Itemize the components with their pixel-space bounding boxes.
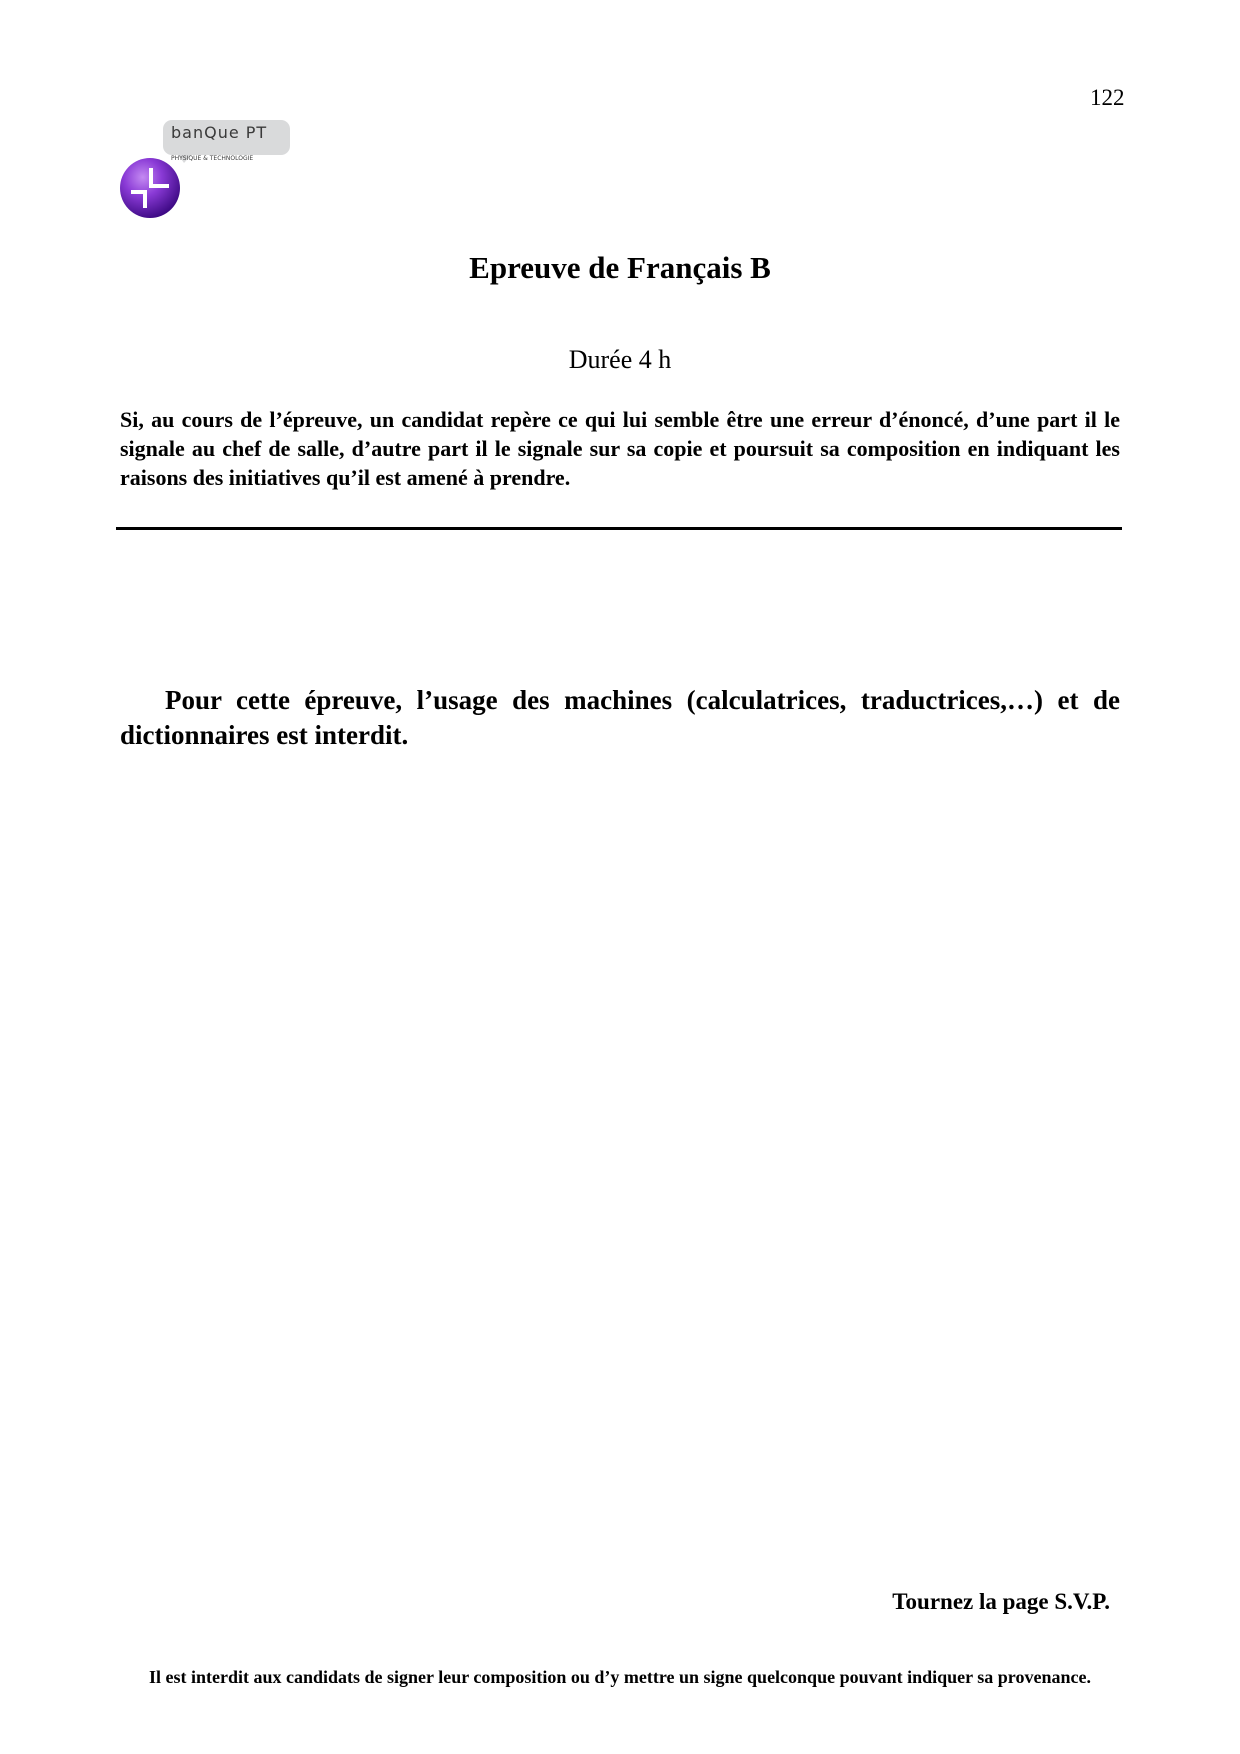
logo-disc-icon — [119, 157, 181, 219]
logo-brand-text: banQue PT — [171, 123, 268, 142]
calculator-dictionary-instruction: Pour cette épreuve, l’usage des machines (calculatrices, traductrices,…) et de dictionnaires est interdit. — [120, 685, 1120, 750]
logo-subtitle-text: PHYSIQUE & TECHNOLOGIE — [171, 155, 254, 162]
turn-page-note: Tournez la page S.V.P. — [892, 1589, 1110, 1614]
error-notice-paragraph: Si, au cours de l’épreuve, un candidat repère ce qui lui semble être une erreur d’énoncé, d’une part il le signale au chef de salle, d’autre part il le signale sur sa copie et poursuit sa composition en indiquant les raisons des initiatives qu’il est amené à prendre. — [120, 407, 1120, 490]
page-number: 122 — [1090, 85, 1125, 110]
exam-duration: Durée 4 h — [568, 345, 672, 374]
horizontal-divider — [116, 527, 1122, 530]
footer-disclaimer: Il est interdit aux candidats de signer leur composition ou d’y mettre un signe quelconque pouvant indiquer sa provenance. — [149, 1667, 1091, 1687]
exam-title: Epreuve de Français B — [469, 250, 771, 285]
banque-pt-logo — [119, 120, 294, 220]
